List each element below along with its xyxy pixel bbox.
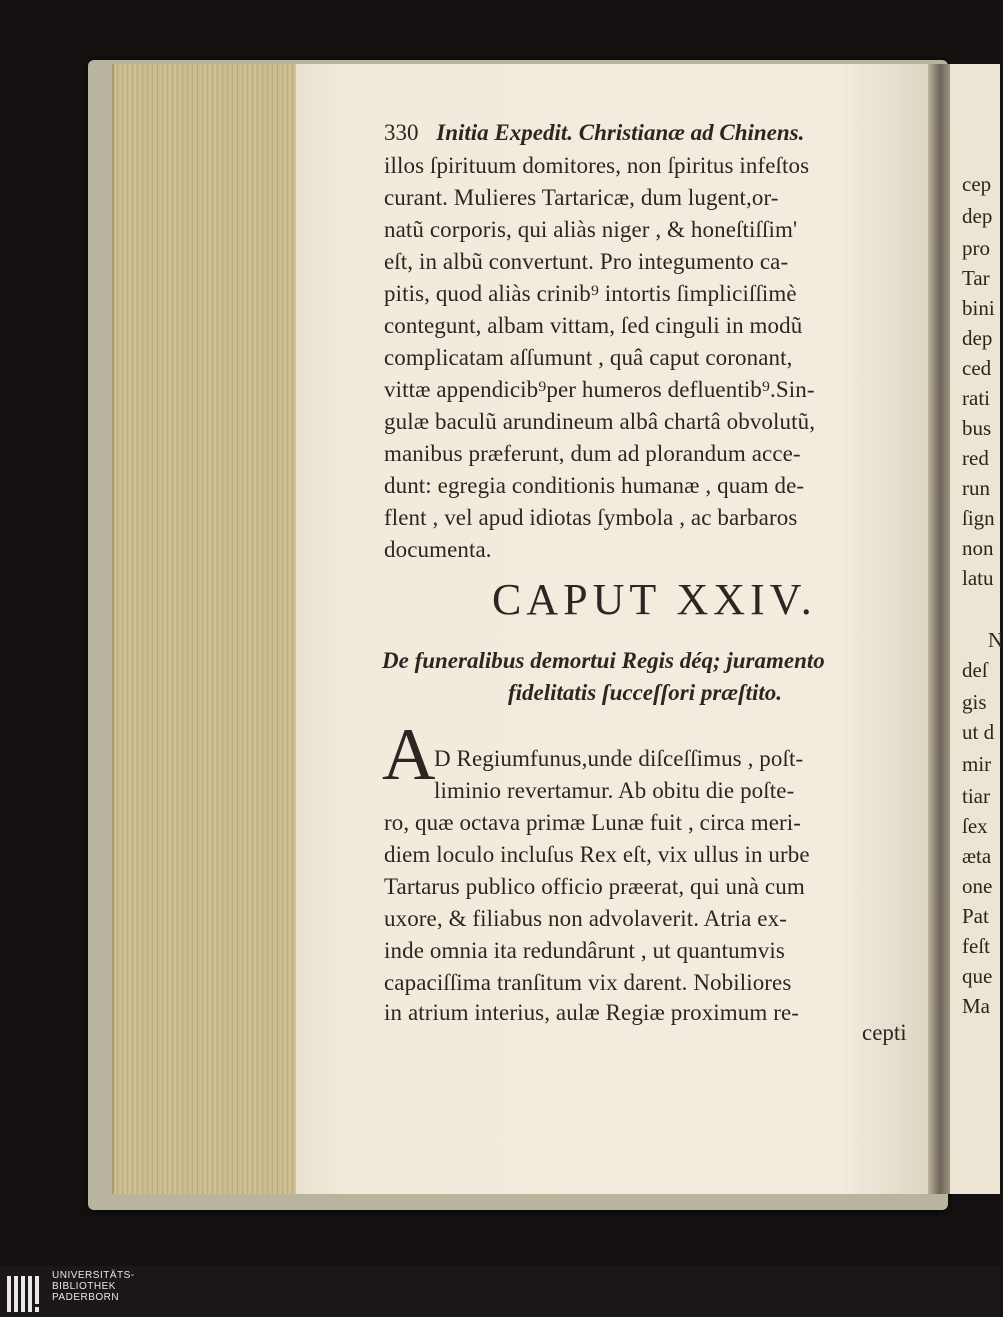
text-line: natũ corporis, qui aliàs niger , & honeſtiſſim' (384, 217, 798, 242)
facing-text: non (962, 536, 994, 560)
drop-cap: A (382, 714, 436, 796)
catchword: cepti (862, 1020, 907, 1045)
facing-text: rati (962, 386, 990, 410)
text-line: flent , vel apud idiotas ſymbola , ac barbaros (384, 505, 798, 530)
facing-text: mir (962, 752, 992, 776)
facing-text: cep (962, 172, 992, 196)
text-line: vittæ appendicib⁹per humeros defluentib⁹.Sin- (384, 377, 815, 402)
facing-text: tiar (962, 784, 990, 808)
text-line: Tartarus publico officio præerat, qui unà cum (384, 874, 805, 899)
text-line: inde omnia ita redundârunt , ut quantumvis (384, 938, 785, 963)
text-line: eſt, in albũ convertunt. Pro integumento ca- (384, 249, 789, 274)
facing-text: run (962, 476, 990, 500)
text-line: D Regiumfunus,unde diſceſſimus , poſt- (434, 746, 804, 771)
facing-text: æta (962, 844, 992, 868)
facing-text: Ma (962, 994, 990, 1018)
footer-bar (0, 1266, 1000, 1317)
text-line: diem loculo incluſus Rex eſt, vix ullus in urbe (384, 842, 810, 867)
text-line: capaciſſima tranſitum vix darent. Nobiliores (384, 970, 792, 995)
library-name-line: UNIVERSITÄTS- (52, 1270, 135, 1281)
text-line: uxore, & filiabus non advolaverit. Atria ex- (384, 906, 787, 931)
facing-text: ut d (962, 720, 995, 744)
library-logo-icon (6, 1270, 44, 1314)
text-line: manibus præferunt, dum ad plorandum acce- (384, 441, 801, 466)
facing-text: Pat (962, 904, 989, 928)
facing-text: dep (962, 326, 993, 350)
chapter-subtitle: De funeralibus demortui Regis déq; juramento (382, 648, 825, 673)
facing-text: pro (962, 236, 990, 260)
text-line: gulæ baculũ arundineum albâ chartâ obvolutũ, (384, 409, 816, 434)
page-number: 330 (384, 120, 419, 145)
facing-text: bus (962, 416, 992, 440)
text-line: ro, quæ octava primæ Lunæ fuit , circa meri- (384, 810, 802, 835)
chapter-subtitle: fidelitatis ſucceſſori præſtito. (508, 680, 783, 705)
text-line: pitis, quod aliàs crinib⁹ intortis ſimpliciſſimè (384, 281, 797, 306)
library-name-line: BIBLIOTHEK (52, 1281, 116, 1292)
text-line: illos ſpirituum domitores, non ſpiritus infeſtos (384, 153, 810, 178)
facing-text: Tar (962, 266, 990, 290)
facing-text: red (962, 446, 989, 470)
library-name-line: PADERBORN (52, 1292, 120, 1303)
facing-text: ſign (962, 506, 995, 530)
facing-text: latu (962, 566, 994, 590)
facing-text: dep (962, 204, 993, 228)
running-title: Initia Expedit. Christianæ ad Chinens. (436, 120, 805, 145)
text-line: in atrium interius, aulæ Regiæ proximum re- (384, 1000, 800, 1025)
facing-text: N (988, 628, 1003, 652)
text-line: contegunt, albam vittam, ſed cinguli in modũ (384, 313, 803, 338)
chapter-heading: CAPUT XXIV. (492, 575, 817, 624)
facing-text: feſt (962, 934, 990, 958)
facing-text: deſ (962, 658, 988, 682)
running-head (384, 120, 804, 146)
facing-text: bini (962, 296, 995, 320)
text-line: liminio revertamur. Ab obitu die poſte- (434, 778, 795, 803)
text-line: complicatam aſſumunt , quâ caput coronant, (384, 345, 793, 370)
facing-text: ſex (962, 814, 988, 838)
page-fore-edge (112, 64, 304, 1194)
facing-text: que (962, 964, 993, 988)
book-gutter (928, 64, 952, 1194)
text-line: documenta. (384, 537, 492, 562)
facing-text: one (962, 874, 993, 898)
text-line: dunt: egregia conditionis humanæ , quam de- (384, 473, 805, 498)
facing-text: ced (962, 356, 992, 380)
facing-text: gis (962, 690, 987, 714)
text-line: curant. Mulieres Tartaricæ, dum lugent,or- (384, 185, 779, 210)
